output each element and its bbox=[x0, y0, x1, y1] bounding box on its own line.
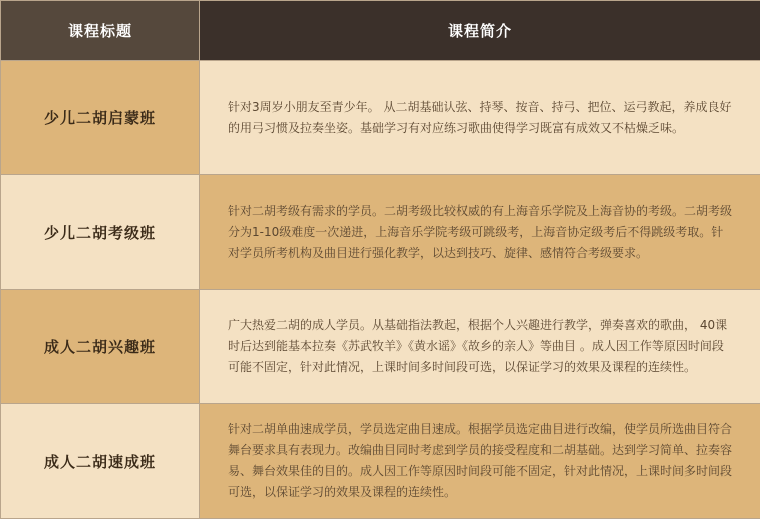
course-title: 成人二胡速成班 bbox=[1, 404, 200, 519]
course-title: 少儿二胡启蒙班 bbox=[1, 61, 200, 175]
table-row bbox=[1, 61, 760, 175]
course-description: 针对二胡考级有需求的学员。二胡考级比较权威的有上海音乐学院及上海音协的考级。二胡考级分为1-10级难度一次递进，上海音乐学院考级可跳级考，上海音协定级考后不得跳级考取。针对学员所考机构及曲目进行强化教学，以达到技巧、旋律、感情符合考级要求。 bbox=[200, 175, 760, 290]
table-header-row bbox=[1, 1, 760, 61]
table-row bbox=[1, 175, 760, 290]
course-description: 广大热爱二胡的成人学员。从基础指法教起，根据个人兴趣进行教学，弹奏喜欢的歌曲， 40课时后达到能基本拉奏《苏武牧羊》《黄水谣》《故乡的亲人》等曲目 。成人因工作等原因时间段可能不固定，针对此情况，上课时间多时间段可选，以保证学习的效果及课程的连续性。 bbox=[200, 290, 760, 404]
header-course-title: 课程标题 bbox=[1, 1, 200, 61]
table-row bbox=[1, 404, 760, 519]
table-row bbox=[1, 290, 760, 404]
course-description: 针对3周岁小朋友至青少年。 从二胡基础认弦、持琴、按音、持弓、把位、运弓教起，养成良好的用弓习惯及拉奏坐姿。基础学习有对应练习歌曲使得学习既富有成效又不枯燥乏味。 bbox=[200, 61, 760, 175]
course-title: 少儿二胡考级班 bbox=[1, 175, 200, 290]
header-course-description: 课程简介 bbox=[200, 1, 760, 61]
course-description: 针对二胡单曲速成学员，学员选定曲目速成。根据学员选定曲目进行改编，使学员所选曲目符合舞台要求具有表现力。改编曲目同时考虑到学员的接受程度和二胡基础。达到学习简单、拉奏容易、舞台效果佳的目的。成人因工作等原因时间段可能不固定，针对此情况，上课时间多时间段可选，以保证学习的效果及课程的连续性。 bbox=[200, 404, 760, 519]
course-title: 成人二胡兴趣班 bbox=[1, 290, 200, 404]
